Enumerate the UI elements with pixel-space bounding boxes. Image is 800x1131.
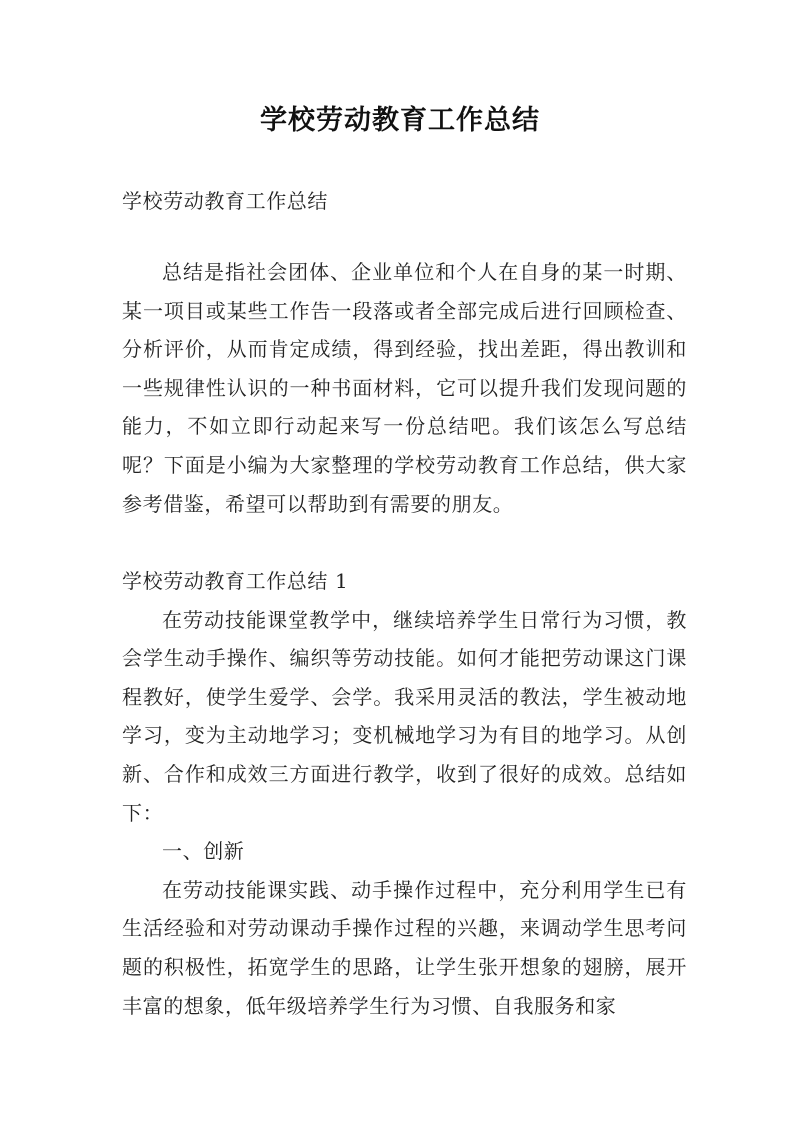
section-1 (122, 562, 687, 1025)
section-paragraph: 在劳动技能课堂教学中，继续培养学生日常行为习惯，教会学生动手操作、编织等劳动技能。如何才能把劳动课这门课程教好，使学生爱学、会学。我采用灵活的教法，学生被动地学习，变为主动地学习；变机械地学习为有目的地学习。从创新、合作和成效三方面进行教学，收到了很好的成效。总结如下： (122, 607, 687, 825)
document-title: 学校劳动教育工作总结 (260, 105, 540, 136)
section-heading: 学校劳动教育工作总结 1 (122, 569, 349, 593)
intro-paragraph: 总结是指社会团体、企业单位和个人在自身的某一时期、某一项目或某些工作告一段落或者全部完成后进行回顾检查、分析评价，从而肯定成绩，得到经验，找出差距，得出教训和一些规律性认识的一种书面材料，它可以提升我们发现问题的能力，不如立即行动起来写一份总结吧。我们该怎么写总结呢？下面是小编为大家整理的学校劳动教育工作总结，供大家参考借鉴，希望可以帮助到有需要的朋友。 (122, 260, 687, 516)
document-subtitle: 学校劳动教育工作总结 (122, 189, 328, 213)
section-paragraph: 在劳动技能课实践、动手操作过程中，充分利用学生已有生活经验和对劳动课动手操作过程的兴趣，来调动学生思考问题的积极性，拓宽学生的思路，让学生张开想象的翅膀，展开丰富的想象，低年级培养学生行为习惯、自我服务和家 (122, 877, 687, 1018)
subsection-heading: 一、创新 (162, 839, 245, 864)
